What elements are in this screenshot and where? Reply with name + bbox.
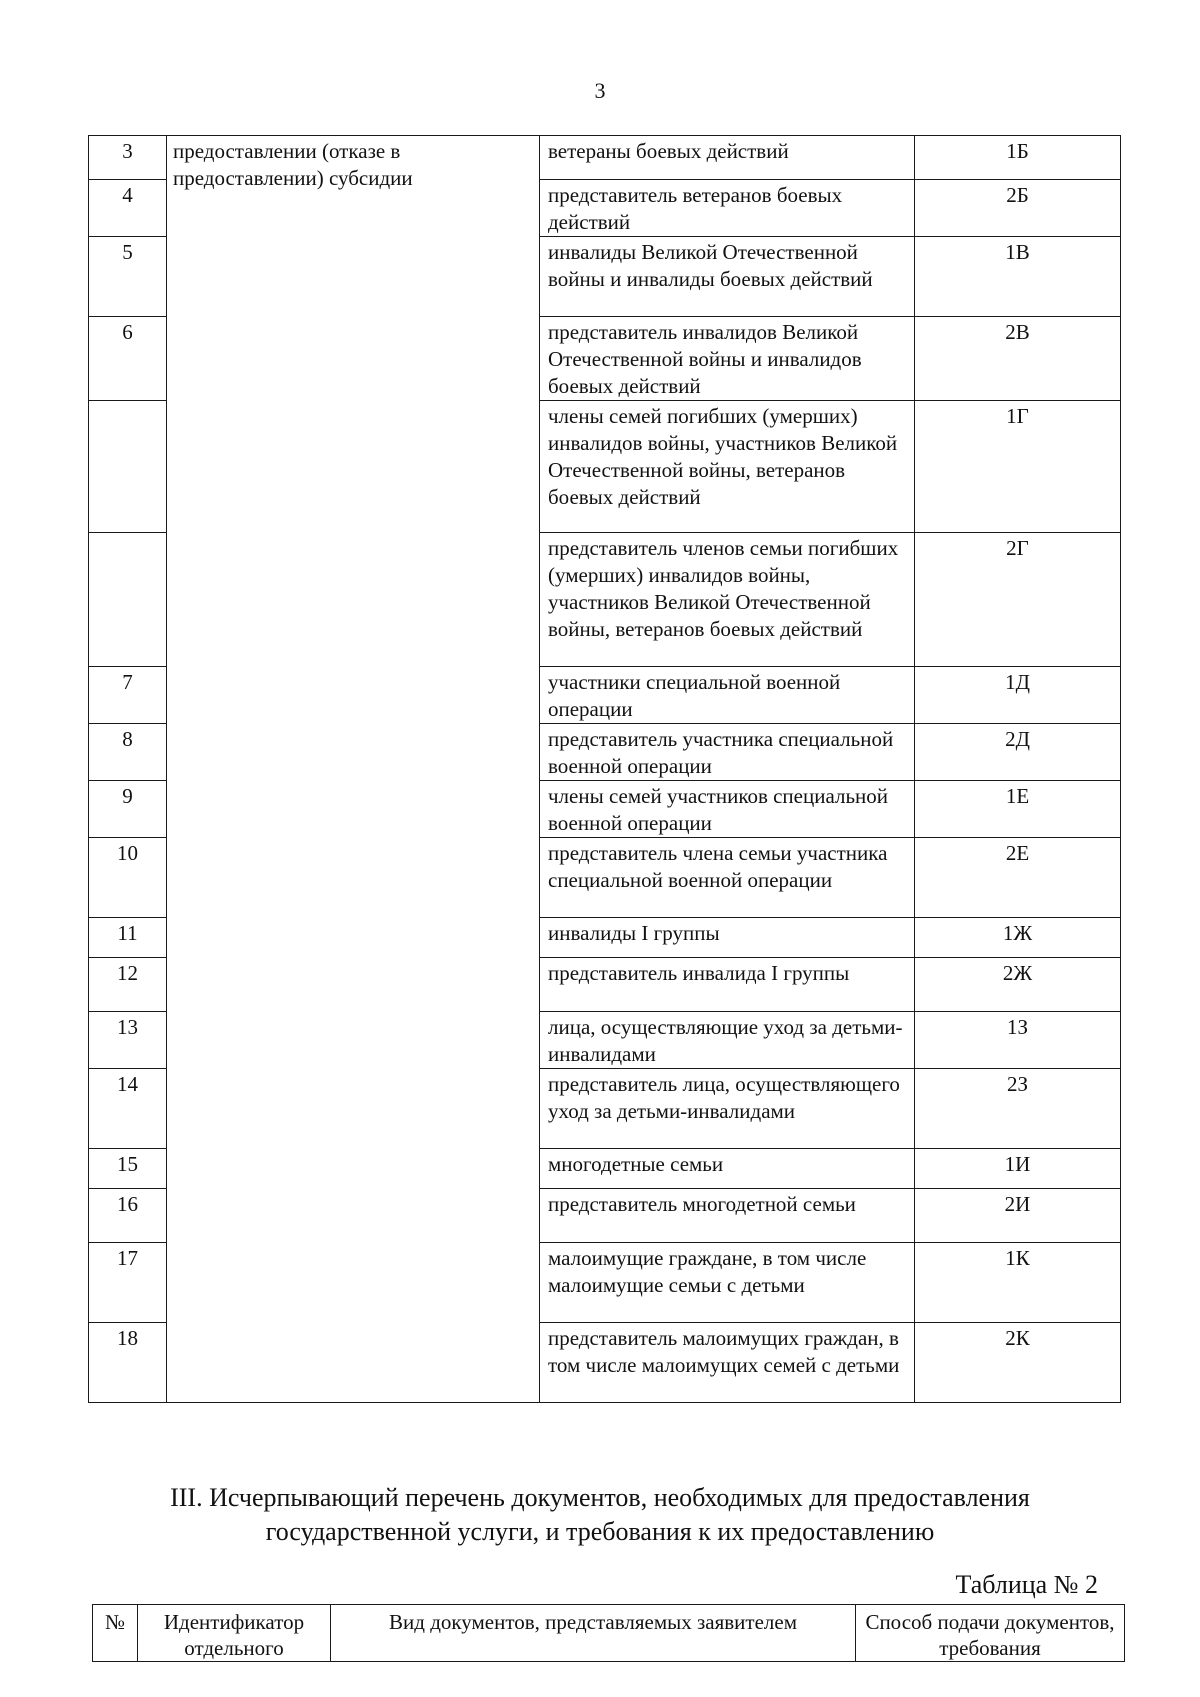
row-number-cell: 14 (89, 1069, 167, 1149)
category-id-cell: 1Е (915, 781, 1121, 838)
row-number-cell: 13 (89, 1012, 167, 1069)
section-heading: III. Исчерпывающий перечень документов, необходимых для предоставления государственной услуги, и требования к их предоставлению (170, 1483, 1030, 1546)
row-number-cell: 8 (89, 724, 167, 781)
applicant-categories-table-body (89, 136, 1121, 1403)
row-number-cell: 4 (89, 180, 167, 237)
table-caption: Таблица № 2 (955, 1570, 1098, 1599)
applicant-category-cell: члены семей участников специальной военной операции (540, 781, 915, 838)
service-name-cell: предоставлении (отказе в предоставлении) субсидии (167, 136, 540, 1403)
category-id-cell: 2Ж (915, 958, 1121, 1012)
category-id-cell: 2К (915, 1323, 1121, 1403)
applicant-category-cell: многодетные семьи (540, 1149, 915, 1189)
row-number-cell: 16 (89, 1189, 167, 1243)
row-number-cell: 12 (89, 958, 167, 1012)
applicant-category-cell: представитель членов семьи погибших (умерших) инвалидов войны, участников Великой Отечественной войны, ветеранов боевых действий (540, 533, 915, 667)
row-number-cell: 6 (89, 317, 167, 401)
applicant-category-cell: ветераны боевых действий (540, 136, 915, 180)
header-document-kind: Вид документов, представляемых заявителем (331, 1605, 856, 1662)
category-id-cell: 1К (915, 1243, 1121, 1323)
documents-table (92, 1604, 1125, 1662)
applicant-category-cell: инвалиды Великой Отечественной войны и инвалиды боевых действий (540, 237, 915, 317)
header-identifier: Идентификатор отдельного (138, 1605, 331, 1662)
applicant-category-cell: малоимущие граждане, в том числе малоимущие семьи с детьми (540, 1243, 915, 1323)
applicant-category-cell: лица, осуществляющие уход за детьми-инвалидами (540, 1012, 915, 1069)
applicant-category-cell: члены семей погибших (умерших) инвалидов войны, участников Великой Отечественной войны, ветеранов боевых действий (540, 401, 915, 533)
applicant-category-cell: инвалиды I группы (540, 918, 915, 958)
category-id-cell: 2Б (915, 180, 1121, 237)
applicant-category-cell: представитель инвалидов Великой Отечественной войны и инвалидов боевых действий (540, 317, 915, 401)
row-number-cell: 11 (89, 918, 167, 958)
applicant-category-cell: представитель малоимущих граждан, в том числе малоимущих семей с детьми (540, 1323, 915, 1403)
applicant-category-cell: представитель многодетной семьи (540, 1189, 915, 1243)
category-id-cell: 2В (915, 317, 1121, 401)
applicant-category-cell: представитель инвалида I группы (540, 958, 915, 1012)
header-submission-method: Способ подачи документов, требования (856, 1605, 1125, 1662)
applicant-category-cell: представитель участника специальной военной операции (540, 724, 915, 781)
row-number-cell: 7 (89, 667, 167, 724)
applicant-category-cell: представитель ветеранов боевых действий (540, 180, 915, 237)
table-row (89, 136, 1121, 180)
applicant-category-cell: участники специальной военной операции (540, 667, 915, 724)
row-number-cell: 3 (89, 136, 167, 180)
row-number-cell (89, 533, 167, 667)
row-number-cell: 18 (89, 1323, 167, 1403)
category-id-cell: 2Е (915, 838, 1121, 918)
category-id-cell: 1Ж (915, 918, 1121, 958)
applicant-category-cell: представитель члена семьи участника специальной военной операции (540, 838, 915, 918)
table-header-row (93, 1605, 1125, 1662)
category-id-cell: 2Д (915, 724, 1121, 781)
category-id-cell: 1Г (915, 401, 1121, 533)
category-id-cell: 1Д (915, 667, 1121, 724)
applicant-categories-table (88, 135, 1121, 1403)
category-id-cell: 1З (915, 1012, 1121, 1069)
page-number: 3 (594, 78, 606, 103)
row-number-cell: 9 (89, 781, 167, 838)
row-number-cell: 15 (89, 1149, 167, 1189)
category-id-cell: 1В (915, 237, 1121, 317)
row-number-cell: 5 (89, 237, 167, 317)
row-number-cell: 17 (89, 1243, 167, 1323)
category-id-cell: 1И (915, 1149, 1121, 1189)
header-number: № (93, 1605, 138, 1662)
row-number-cell: 10 (89, 838, 167, 918)
category-id-cell: 2И (915, 1189, 1121, 1243)
applicant-category-cell: представитель лица, осуществляющего уход за детьми-инвалидами (540, 1069, 915, 1149)
category-id-cell: 2Г (915, 533, 1121, 667)
category-id-cell: 1Б (915, 136, 1121, 180)
documents-table-header (93, 1605, 1125, 1662)
row-number-cell (89, 401, 167, 533)
category-id-cell: 2З (915, 1069, 1121, 1149)
